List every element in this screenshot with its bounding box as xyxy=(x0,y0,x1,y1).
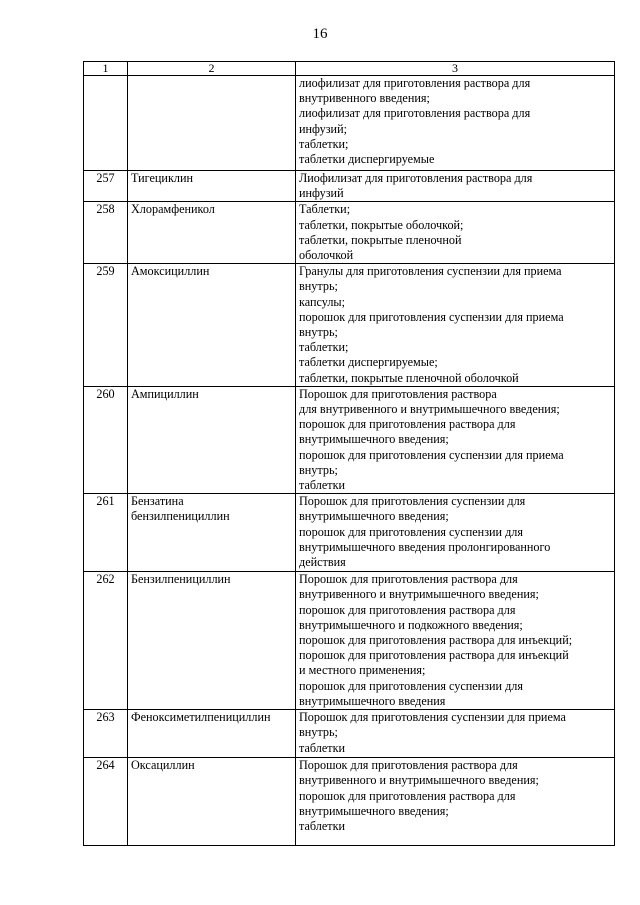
dosage-form-line: таблетки; xyxy=(299,340,349,355)
dosage-forms xyxy=(296,386,615,493)
dosage-form-line: порошок для приготовления раствора для инъекций; xyxy=(299,633,573,648)
dosage-form-line: оболочкой xyxy=(299,248,354,263)
row-number: 263 xyxy=(84,710,128,758)
dosage-form-line: инфузий xyxy=(299,186,344,201)
dosage-form-line: таблетки, покрытые пленочной xyxy=(299,232,462,247)
dosage-form-line: внутрь; xyxy=(299,279,338,294)
dosage-form-line: лиофилизат для приготовления раствора для xyxy=(299,76,531,90)
drug-name xyxy=(128,572,296,710)
drug-name xyxy=(128,710,296,758)
drug-name-line: Амоксициллин xyxy=(131,264,210,279)
dosage-form-line: для внутривенного и внутримышечного введения; xyxy=(299,402,560,417)
dosage-form-line: внутримышечного введения пролонгированного xyxy=(299,539,551,554)
drug-name-line: Хлорамфеникол xyxy=(131,202,215,217)
table-row xyxy=(84,171,615,202)
dosage-form-line: инфузий; xyxy=(299,121,347,136)
drug-name xyxy=(128,171,296,202)
dosage-form-line: таблетки, покрытые оболочкой; xyxy=(299,217,464,232)
dosage-form-line: внутримышечного введения; xyxy=(299,509,449,524)
column-header-forms: 3 xyxy=(296,62,615,76)
dosage-form-line: таблетки xyxy=(299,818,346,833)
dosage-forms xyxy=(296,572,615,710)
table-header xyxy=(84,62,615,76)
table-row xyxy=(84,572,615,710)
dosage-form-line: таблетки диспергируемые; xyxy=(299,355,438,370)
dosage-form-line: таблетки xyxy=(299,740,346,755)
dosage-forms xyxy=(296,264,615,387)
dosage-form-line: порошок для приготовления суспензии для приема xyxy=(299,447,564,462)
dosage-form-line: внутримышечного введения xyxy=(299,693,446,708)
drug-name-line: Бензилпенициллин xyxy=(131,572,231,587)
dosage-form-line: внутрь; xyxy=(299,462,338,477)
drug-name-line: Бензатина xyxy=(131,494,184,509)
dosage-form-line: порошок для приготовления раствора для xyxy=(299,417,516,432)
dosage-form-line: таблетки; xyxy=(299,136,349,151)
drug-name xyxy=(128,758,296,846)
dosage-form-line: порошок для приготовления суспензии для xyxy=(299,678,523,693)
dosage-form-line: таблетки, покрытые пленочной оболочкой xyxy=(299,370,519,385)
row-number xyxy=(84,76,128,171)
dosage-forms xyxy=(296,494,615,572)
dosage-form-line: Порошок для приготовления суспензии для xyxy=(299,494,526,509)
table-row xyxy=(84,264,615,387)
dosage-form-line: и местного применения; xyxy=(299,663,426,678)
dosage-form-line: порошок для приготовления раствора для xyxy=(299,602,516,617)
row-number: 262 xyxy=(84,572,128,710)
row-number: 264 xyxy=(84,758,128,846)
row-number: 258 xyxy=(84,202,128,264)
row-number: 259 xyxy=(84,264,128,387)
dosage-forms xyxy=(296,76,615,171)
dosage-forms xyxy=(296,171,615,202)
dosage-form-line: Лиофилизат для приготовления раствора для xyxy=(299,171,533,185)
table-row xyxy=(84,758,615,846)
drug-name xyxy=(128,76,296,171)
dosage-form-line: внутрь; xyxy=(299,725,338,740)
column-header-number: 1 xyxy=(84,62,128,76)
dosage-form-line: внутримышечного введения; xyxy=(299,803,449,818)
drug-name-line: Тигециклин xyxy=(131,171,194,185)
table-row xyxy=(84,710,615,758)
dosage-form-line: Гранулы для приготовления суспензии для приема xyxy=(299,264,562,279)
drug-name-line: Оксациллин xyxy=(131,758,195,773)
table-row xyxy=(84,202,615,264)
dosage-form-line: Порошок для приготовления раствора для xyxy=(299,572,518,587)
drug-name xyxy=(128,494,296,572)
column-header-name: 2 xyxy=(128,62,296,76)
table-row xyxy=(84,386,615,493)
dosage-form-line: внутривенного и внутримышечного введения; xyxy=(299,587,539,602)
dosage-form-line: внутривенного введения; xyxy=(299,91,430,106)
drug-table xyxy=(83,61,615,846)
dosage-form-line: капсулы; xyxy=(299,294,345,309)
dosage-forms xyxy=(296,710,615,758)
drug-name xyxy=(128,386,296,493)
drug-name-line: бензилпенициллин xyxy=(131,509,230,524)
table-row xyxy=(84,494,615,572)
dosage-forms xyxy=(296,758,615,846)
dosage-form-line: порошок для приготовления суспензии для приема xyxy=(299,309,564,324)
table-row xyxy=(84,76,615,171)
drug-name-line: Феноксиметилпенициллин xyxy=(131,710,271,725)
drug-name xyxy=(128,202,296,264)
dosage-form-line: внутрь; xyxy=(299,325,338,340)
table-body xyxy=(84,76,615,846)
row-number: 257 xyxy=(84,171,128,202)
header-row xyxy=(84,62,615,76)
dosage-form-line: Порошок для приготовления суспензии для приема xyxy=(299,710,566,725)
dosage-form-line: Порошок для приготовления раствора для xyxy=(299,758,518,773)
dosage-form-line: лиофилизат для приготовления раствора для xyxy=(299,106,531,121)
dosage-forms xyxy=(296,202,615,264)
dosage-form-line: Порошок для приготовления раствора xyxy=(299,386,497,401)
dosage-form-line: таблетки диспергируемые xyxy=(299,152,435,167)
dosage-form-line: внутримышечного введения; xyxy=(299,432,449,447)
dosage-form-line: порошок для приготовления суспензии для xyxy=(299,524,523,539)
row-number: 261 xyxy=(84,494,128,572)
dosage-form-line: порошок для приготовления раствора для инъекций xyxy=(299,648,569,663)
dosage-form-line: порошок для приготовления раствора для xyxy=(299,788,516,803)
drug-name-line: Ампициллин xyxy=(131,386,199,401)
drug-name xyxy=(128,264,296,387)
dosage-form-line: таблетки xyxy=(299,478,346,493)
dosage-form-line: внутримышечного и подкожного введения; xyxy=(299,617,523,632)
dosage-form-line: внутривенного и внутримышечного введения; xyxy=(299,773,539,788)
dosage-form-line: действия xyxy=(299,555,346,570)
page-number: 16 xyxy=(312,26,328,42)
dosage-form-line: Таблетки; xyxy=(299,202,351,217)
row-number: 260 xyxy=(84,386,128,493)
